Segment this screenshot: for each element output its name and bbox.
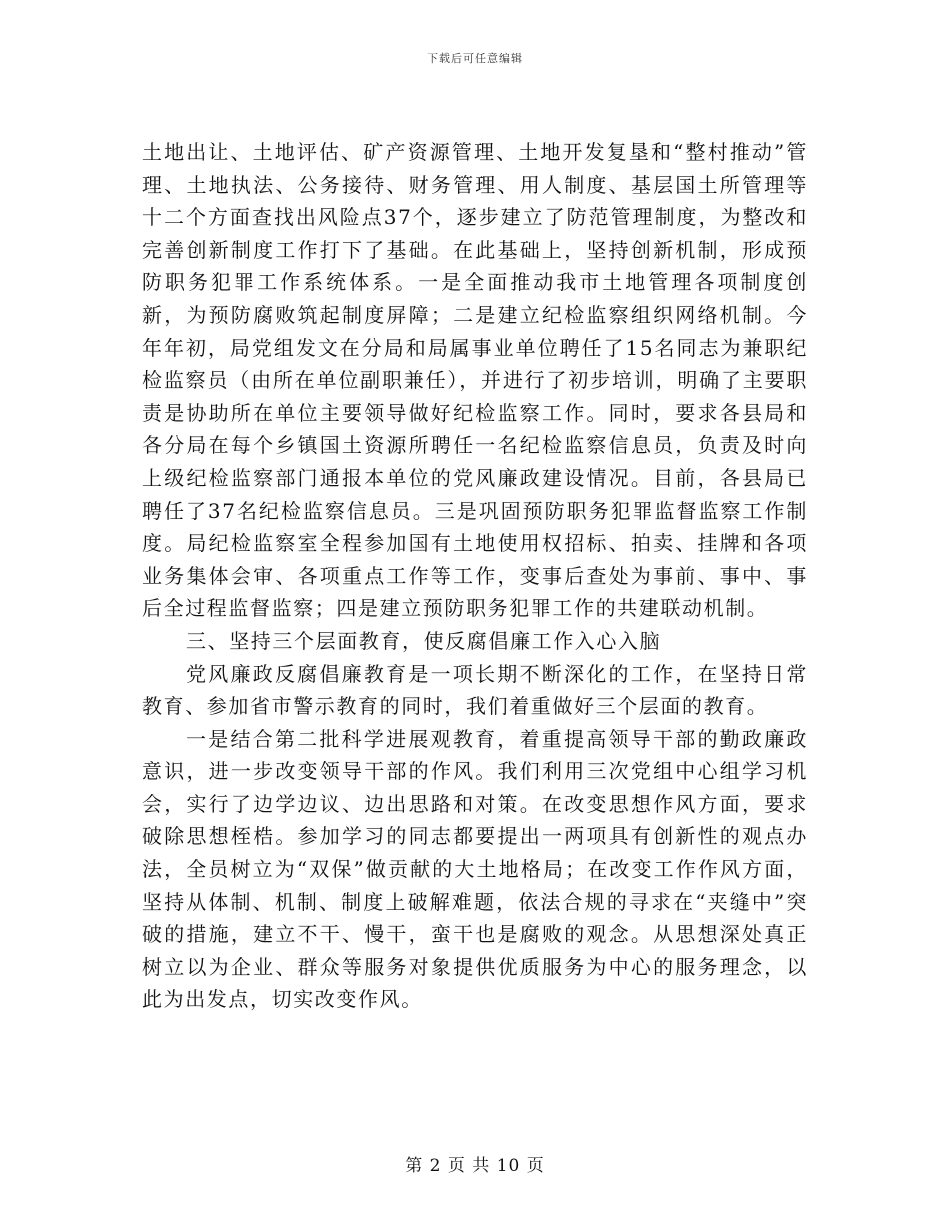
paragraph-2: 党风廉政反腐倡廉教育是一项长期不断深化的工作，在坚持日常教育、参加省市警示教育的同时，我们着重做好三个层面的教育。 [142,661,808,719]
document-body [142,136,808,1016]
section-heading: 三、坚持三个层面教育，使反腐倡廉工作入心入脑 [186,628,662,653]
page-footer: 第 2 页 共 10 页 [405,1156,545,1176]
page-header: 下载后可任意编辑 [427,52,523,65]
paragraph-1: 土地出让、土地评估、矿产资源管理、土地开发复垦和“整村推动”管理、土地执法、公务接待、财务管理、用人制度、基层国土所管理等十二个方面查找出风险点37个，逐步建立了防范管理制度，为整改和完善创新制度工作打下了基础。在此基础上，坚持创新机制，形成预防职务犯罪工作系统体系。一是全面推动我市土地管理各项制度创新，为预防腐败筑起制度屏障；二是建立纪检监察组织网络机制。今年年初，局党组发文在分局和局属事业单位聘任了15名同志为兼职纪检监察员（由所在单位副职兼任），并进行了初步培训，明确了主要职责是协助所在单位主要领导做好纪检监察工作。同时，要求各县局和各分局在每个乡镇国土资源所聘任一名纪检监察信息员，负责及时向上级纪检监察部门通报本单位的党风廉政建设情况。目前，各县局已聘任了37名纪检监察信息员。三是巩固预防职务犯罪监督监察工作制度。局纪检监察室全程参加国有土地使用权招标、拍卖、挂牌和各项业务集体会审、各项重点工作等工作，变事后查处为事前、事中、事后全过程监督监察；四是建立预防职务犯罪工作的共建联动机制。 [142,140,808,621]
paragraph-3: 一是结合第二批科学进展观教育，着重提高领导干部的勤政廉政意识，进一步改变领导干部的作风。我们利用三次党组中心组学习机会，实行了边学边议、边出思路和对策。在改变思想作风方面，要求破除思想桎梏。参加学习的同志都要提出一两项具有创新性的观点办法，全员树立为“双保”做贡献的大土地格局；在改变工作作风方面，坚持从体制、机制、制度上破解难题，依法合规的寻求在“夹缝中”突破的措施，建立不干、慢干，蛮干也是腐败的观念。从思想深处真正树立以为企业、群众等服务对象提供优质服务为中心的服务理念，以此为出发点，切实改变作风。 [142,726,808,1012]
